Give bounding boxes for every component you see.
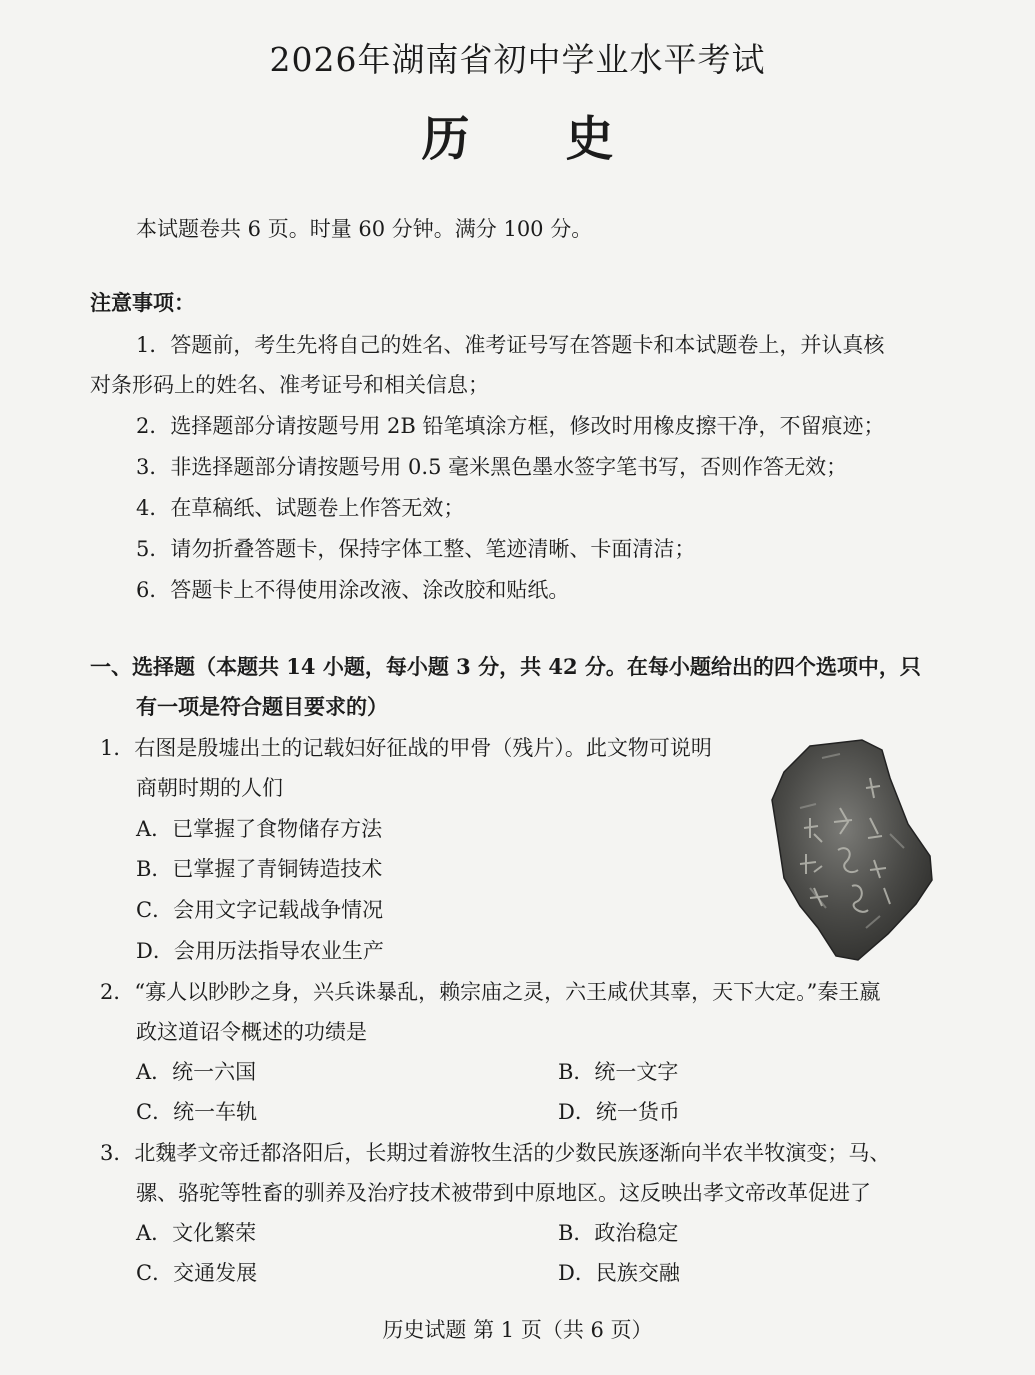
question-1-stem-line-1: 1．右图是殷墟出土的记载妇好征战的甲骨（残片）。此文物可说明: [100, 736, 712, 760]
question-2-option-c: C．统一车轨: [136, 1100, 258, 1124]
question-1-option-b: B．已掌握了青铜铸造技术: [136, 857, 383, 881]
question-2-option-d: D．统一货币: [558, 1100, 680, 1124]
notice-item-3: 3．非选择题部分请按题号用 0.5 毫米黑色墨水签字笔书写，否则作答无效；: [136, 455, 848, 479]
question-3-option-a: A．文化繁荣: [136, 1221, 257, 1245]
question-2-stem-line-1: 2．“寡人以眇眇之身，兴兵诛暴乱，赖宗庙之灵，六王咸伏其辜，天下大定。”秦王嬴: [100, 980, 881, 1004]
question-1-option-d: D．会用历法指导农业生产: [136, 939, 384, 963]
question-2-option-b: B．统一文字: [558, 1060, 679, 1084]
question-1-option-c: C．会用文字记载战争情况: [136, 898, 384, 922]
notice-item-1-line-1: 1．答题前，考生先将自己的姓名、准考证号写在答题卡和本试题卷上，并认真核: [136, 333, 885, 357]
notice-item-4: 4．在草稿纸、试题卷上作答无效；: [136, 496, 465, 520]
notice-item-1-line-2: 对条形码上的姓名、准考证号和相关信息；: [90, 373, 489, 397]
page-footer: 历史试题 第 1 页（共 6 页）: [382, 1318, 653, 1342]
question-3-option-c: C．交通发展: [136, 1261, 258, 1285]
notice-heading: 注意事项：: [90, 290, 195, 315]
question-2-stem-line-2: 政这道诏令概述的功绩是: [136, 1020, 367, 1044]
question-1-stem-line-2: 商朝时期的人们: [136, 776, 283, 800]
notice-item-2: 2．选择题部分请按题号用 2B 铅笔填涂方框，修改时用橡皮擦干净，不留痕迹；: [136, 414, 885, 438]
section-1-heading-line-2: 有一项是符合题目要求的）: [136, 694, 388, 719]
question-3-stem-line-2: 骡、骆驼等牲畜的驯养及治疗技术被带到中原地区。这反映出孝文帝改革促进了: [136, 1181, 871, 1205]
oracle-bone-fragment-image: [770, 738, 936, 962]
question-3-option-d: D．民族交融: [558, 1261, 680, 1285]
subject-title: 历史: [421, 111, 710, 167]
exam-title: 2026年湖南省初中学业水平考试: [269, 40, 766, 79]
section-1-heading-line-1: 一、选择题（本题共 14 小题，每小题 3 分，共 42 分。在每小题给出的四个选项中，只: [90, 654, 921, 679]
notice-item-5: 5．请勿折叠答题卡，保持字体工整、笔迹清晰、卡面清洁；: [136, 537, 696, 561]
question-1-option-a: A．已掌握了食物储存方法: [136, 817, 383, 841]
question-3-stem-line-1: 3．北魏孝文帝迁都洛阳后，长期过着游牧生活的少数民族逐渐向半农半牧演变；马、: [100, 1141, 891, 1165]
exam-intro: 本试题卷共 6 页。时量 60 分钟。满分 100 分。: [136, 217, 593, 241]
notice-item-6: 6．答题卡上不得使用涂改液、涂改胶和贴纸。: [136, 578, 570, 602]
question-3-option-b: B．政治稳定: [558, 1221, 679, 1245]
question-2-option-a: A．统一六国: [136, 1060, 257, 1084]
